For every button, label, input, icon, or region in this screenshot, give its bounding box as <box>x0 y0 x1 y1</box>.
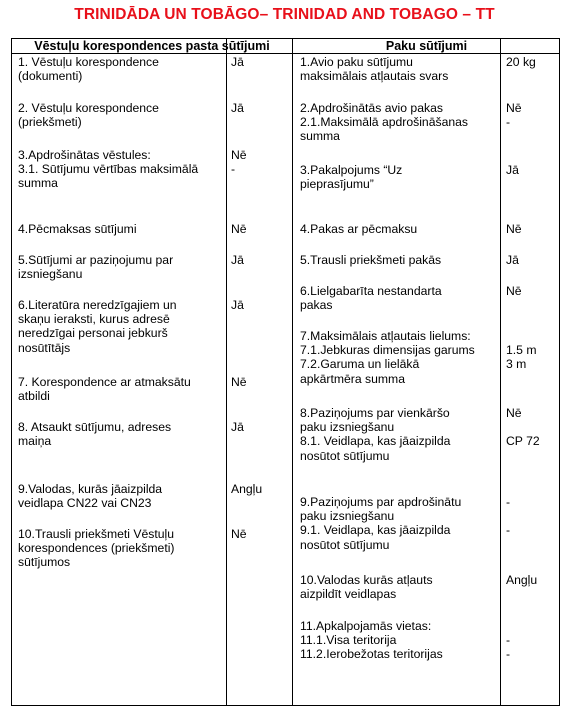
services-table <box>11 38 560 706</box>
right-row-label: 7.Maksimālais atļautais lielums: 7.1.Jebkuras dimensijas garums 7.2.Garuma un lielākā apkārtmēra summa <box>300 329 475 386</box>
page-title: TRINIDĀDA UN TOBĀGO– TRINIDAD AND TOBAGO – TT <box>74 6 495 23</box>
right-row-value: - - <box>506 495 511 538</box>
right-row-value: - - <box>506 633 511 662</box>
left-column-header: Vēstuļu korespondences pasta sūtījumi <box>34 39 270 53</box>
right-row-value: Angļu <box>506 573 538 587</box>
left-row-value: Jā <box>231 253 244 267</box>
column-divider <box>292 39 293 705</box>
right-row-value: 1.5 m 3 m <box>506 343 537 372</box>
left-row-value: Jā <box>231 420 244 434</box>
right-row-label: 11.Apkalpojamās vietas: 11.1.Visa teritorija 11.2.Ierobežotas teritorijas <box>300 619 443 662</box>
right-row-value: Jā <box>506 253 519 267</box>
right-row-label: 5.Trausli priekšmeti pakās <box>300 253 442 267</box>
left-row-label: 6.Literatūra neredzīgajiem un skaņu ieraksti, kurus adresē neredzīgai personai jebkurš nosūtītājs <box>18 298 177 355</box>
column-divider <box>500 39 501 705</box>
right-row-label: 9.Paziņojums par apdrošinātu paku izsniegšanu 9.1. Veidlapa, kas jāaizpilda nosūtot sūtījumu <box>300 495 462 552</box>
left-row-value: Jā <box>231 298 244 312</box>
left-row-label: 7. Korespondence ar atmaksātu atbildi <box>18 375 191 404</box>
right-row-value: Nē <box>506 222 522 236</box>
left-row-label: 1. Vēstuļu korespondence (dokumenti) <box>18 55 159 84</box>
left-row-value: Jā <box>231 55 244 69</box>
right-row-label: 10.Valodas kurās atļauts aizpildīt veidlapas <box>300 573 433 602</box>
right-row-label: 1.Avio paku sūtījumu maksimālais atļautais svars <box>300 55 449 84</box>
right-row-label: 4.Pakas ar pēcmaksu <box>300 222 418 236</box>
column-divider <box>226 39 227 705</box>
right-row-value: Nē <box>506 284 522 298</box>
right-row-label: 6.Lielgabarīta nestandarta pakas <box>300 284 442 313</box>
left-row-label: 8. Atsaukt sūtījumu, adreses maiņa <box>18 420 172 449</box>
right-row-label: 3.Pakalpojums “Uz pieprasījumu” <box>300 163 403 192</box>
header-divider <box>12 53 559 54</box>
left-row-label: 5.Sūtījumi ar paziņojumu par izsniegšanu <box>18 253 174 282</box>
right-row-label: 2.Apdrošinātās avio pakas 2.1.Maksimālā apdrošināšanas summa <box>300 101 469 144</box>
left-row-value: Angļu <box>231 482 263 496</box>
right-row-value: Nē CP 72 <box>506 406 540 449</box>
left-row-value: Nē <box>231 527 247 541</box>
right-column-header: Paku sūtījumi <box>385 39 468 53</box>
right-row-value: Nē - <box>506 101 522 130</box>
left-row-value: Nē <box>231 222 247 236</box>
right-row-value: Jā <box>506 163 519 177</box>
left-row-value: Jā <box>231 101 244 115</box>
left-row-label: 10.Trausli priekšmeti Vēstuļu korespondences (priekšmeti) sūtījumos <box>18 527 175 570</box>
right-row-label: 8.Paziņojums par vienkāršo paku izsniegšanu 8.1. Veidlapa, kas jāaizpilda nosūtot sūtījumu <box>300 406 451 463</box>
left-row-label: 2. Vēstuļu korespondence (priekšmeti) <box>18 101 159 130</box>
left-row-label: 3.Apdrošinātas vēstules: 3.1. Sūtījumu vērtības maksimālā summa <box>18 148 199 191</box>
left-row-label: 4.Pēcmaksas sūtījumi <box>18 222 137 236</box>
left-row-value: Nē <box>231 375 247 389</box>
right-row-value: 20 kg <box>506 55 536 69</box>
left-row-value: Nē - <box>231 148 247 177</box>
left-row-label: 9.Valodas, kurās jāaizpilda veidlapa CN22 vai CN23 <box>18 482 163 511</box>
